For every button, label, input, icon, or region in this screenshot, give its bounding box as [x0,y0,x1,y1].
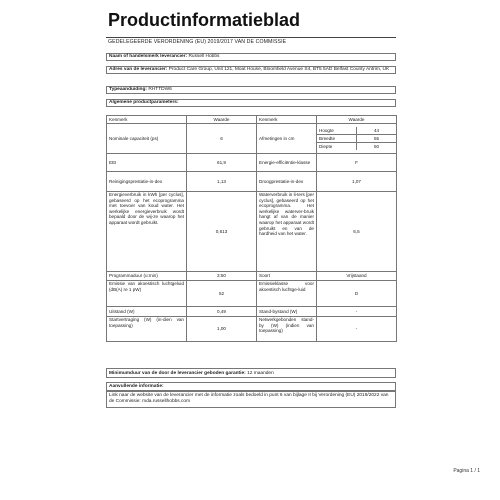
table-row [107,272,397,281]
cell-kenmerk: Uitstand (W) [107,307,187,317]
cell-waarde: - [317,307,397,317]
cell-waarde: 52 [187,281,257,307]
supplier-row [106,53,396,61]
dimensions-cell [317,124,397,154]
header-kenmerk-1: Kenmerk [107,116,187,124]
dimension-value: 50 [373,144,380,149]
cell-waarde: F [317,154,397,172]
dimension-name: Hoogte [317,127,357,135]
additional-label: Aanvullende informatie: [109,384,164,389]
dimension-value: 55 [357,135,397,143]
cell-kenmerk: EEI [107,154,187,172]
page-title: Productinformatieblad [108,10,301,30]
cell-kenmerk: Soort [257,272,317,281]
dimension-name: Breedte [317,135,357,143]
table-row [107,192,397,272]
cell-kenmerk: Energie-efficiëntie-klasse [257,154,317,172]
cell-kenmerk: Netwerkgebonden stand-by (W) (indien van toepassing) [257,317,317,342]
dimension-row [317,135,396,143]
model-value: RHTTDW6 [148,87,172,92]
cell-kenmerk: Waterverbruik in li-ters [per cyclus], gebaseerd op het ecoprogramma. Het werkelijke waterver-bruik hangt af van de manier waarop het apparaat wordt gebruikt en van de hardheid van het water. [257,192,317,272]
dimensions-table [317,127,396,150]
cell-kenmerk: Stand-bystand (W) [257,307,317,317]
supplier-value: Russell Hobbs [188,54,220,59]
cell-kenmerk: Afmetingen in cm [257,124,317,154]
cell-waarde: D [317,281,397,307]
supplier-label: Naam of handelsmerk leverancier: [109,54,188,59]
cell-waarde: 1,07 [317,172,397,192]
cell-kenmerk: Startvertraging (W) (in-dien van toepassing) [107,317,187,342]
additional-info-row [106,391,396,408]
cell-kenmerk: Reinigingsprestatie-in-dex [107,172,187,192]
table-row [107,307,397,317]
header-waarde-1: Waarde [187,116,257,124]
table-row [107,124,397,154]
cell-waarde: - [317,317,397,342]
title-divider [106,37,396,38]
cell-waarde: Vrijstaand [317,272,397,281]
address-value: Product Care Group, Unit 121, Moat House, Bloomfield Avenue S4, BT5 5AD Belfast County Antrim, UK [168,67,390,72]
warranty-row [106,368,396,378]
address-row [106,66,396,74]
cell-waarde: 6,5 [317,192,397,272]
model-row [106,86,396,94]
table-row [107,281,397,307]
warranty-value: 12 maanden [247,371,274,376]
dimension-row [317,127,396,135]
general-parameters-heading [106,99,396,107]
additional-text: Link naar de website van de leverancier met de informatie zoals bedoeld in punt 6 van bijlage II bij Verordening (EU) 2019/2022 van de Commissie: [109,393,389,405]
dimension-row [317,143,396,151]
cell-waarde: 0,613 [187,192,257,272]
dimension-value: 44 [357,127,397,135]
table-row [107,154,397,172]
general-heading-text: Algemene productparameters: [109,100,179,105]
header-waarde-2: Waarde [317,116,397,124]
cell-kenmerk: Droogprestatie-in-dex [257,172,317,192]
warranty-label: Minimumduur van de door de leverancier geboden garantie: [109,371,246,376]
cell-waarde: 1,13 [187,172,257,192]
cell-waarde: 3:50 [187,272,257,281]
supplier-website-link[interactable]: mda.russellhobbs.com [142,399,191,405]
cell-waarde: 6 [187,124,257,154]
additional-info-heading [106,382,396,391]
cell-kenmerk: Programmaduur (u:min) [107,272,187,281]
cell-waarde: 1,00 [187,317,257,342]
cell-kenmerk: Emissie van akoestisch luchtgeluid (dB(A) re 1 pW) [107,281,187,307]
dimension-name: Diepte [317,143,357,151]
cell-kenmerk: Emissieklasse voor akoestisch luchtge-luid [257,281,317,307]
header-kenmerk-2: Kenmerk [257,116,317,124]
model-label: Typeaanduiding: [109,87,148,92]
cell-waarde: 61,9 [187,154,257,172]
cell-waarde: 0,49 [187,307,257,317]
regulation-subtitle: GEDELEGEERDE VERORDENING (EU) 2019/2017 VAN DE COMMISSIE [108,39,287,45]
address-label: Adres van de leverancier: [109,67,168,72]
parameters-table [106,115,397,342]
table-header-row [107,116,397,124]
cell-kenmerk: Nominale capaciteit (ps) [107,124,187,154]
table-row [107,317,397,342]
cell-kenmerk: Energieverbruik in kWh [per cyclus], gebaseerd op het ecoprogramma met toevoer van koud water. Het werkelijke energieverbruik wordt bepaald door de wij-ze waarop het apparaat wordt gebruikt. [107,192,187,272]
page-number: Pagina 1 / 1 [453,468,480,474]
table-row [107,172,397,192]
